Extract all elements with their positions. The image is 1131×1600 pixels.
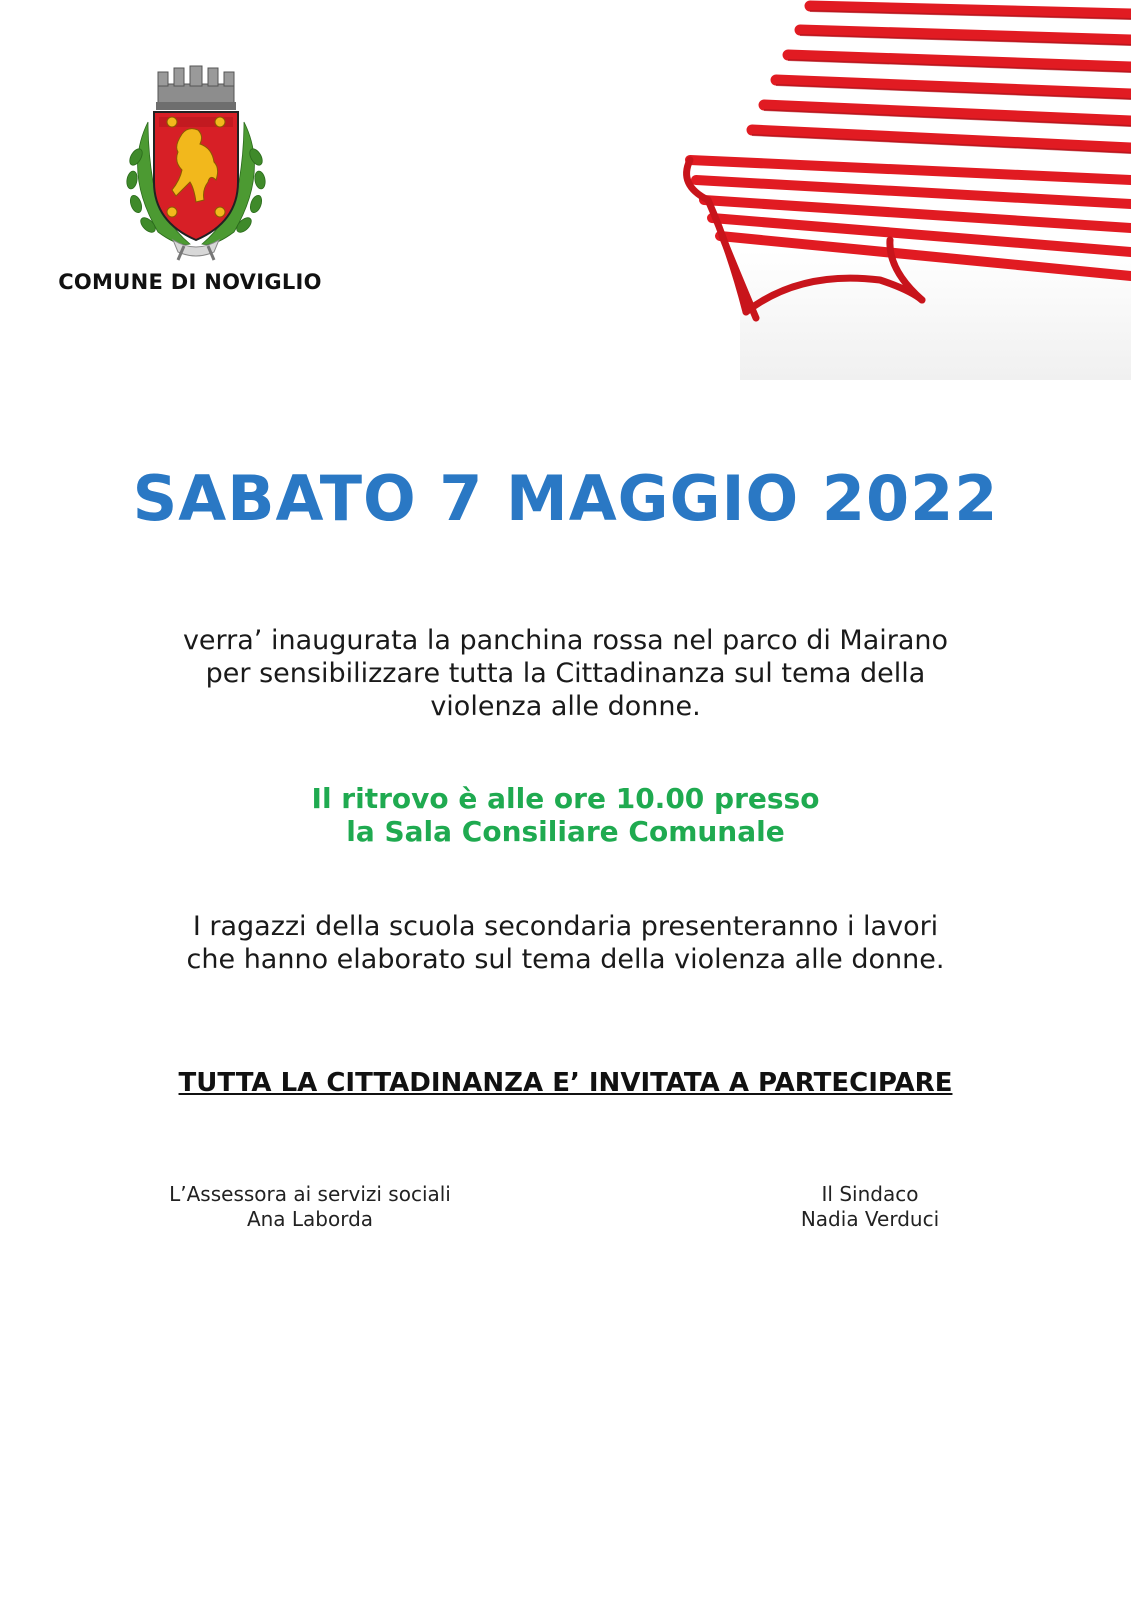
description-line: verra’ inaugurata la panchina rossa nel parco di Mairano bbox=[182, 625, 949, 656]
event-description bbox=[0, 624, 1131, 723]
description-line: violenza alle donne. bbox=[430, 691, 701, 722]
signature-role: L’Assessora ai servizi sociali bbox=[169, 1182, 451, 1206]
municipality-name: COMUNE DI NOVIGLIO bbox=[58, 270, 322, 294]
signature-name: Ana Laborda bbox=[246, 1207, 374, 1231]
signature-sindaco bbox=[760, 1182, 980, 1232]
meeting-line: Il ritrovo è alle ore 10.00 presso bbox=[311, 782, 820, 815]
students-line: che hanno elaborato sul tema della violenza alle donne. bbox=[186, 944, 945, 975]
invitation-heading: TUTTA LA CITTADINANZA E’ INVITATA A PARTECIPARE bbox=[178, 1068, 953, 1098]
meeting-info bbox=[0, 782, 1131, 848]
coat-of-arms-icon bbox=[118, 62, 274, 262]
description-line: per sensibilizzare tutta la Cittadinanza sul tema della bbox=[205, 658, 926, 689]
meeting-line: la Sala Consiliare Comunale bbox=[346, 815, 785, 848]
signature-assessora bbox=[130, 1182, 490, 1232]
event-date-title: SABATO 7 MAGGIO 2022 bbox=[132, 462, 999, 535]
signature-name: Nadia Verduci bbox=[800, 1207, 940, 1231]
students-info bbox=[0, 910, 1131, 976]
students-line: I ragazzi della scuola secondaria presenteranno i lavori bbox=[192, 911, 939, 942]
signature-role: Il Sindaco bbox=[821, 1182, 919, 1206]
red-bench-icon bbox=[660, 0, 1131, 380]
